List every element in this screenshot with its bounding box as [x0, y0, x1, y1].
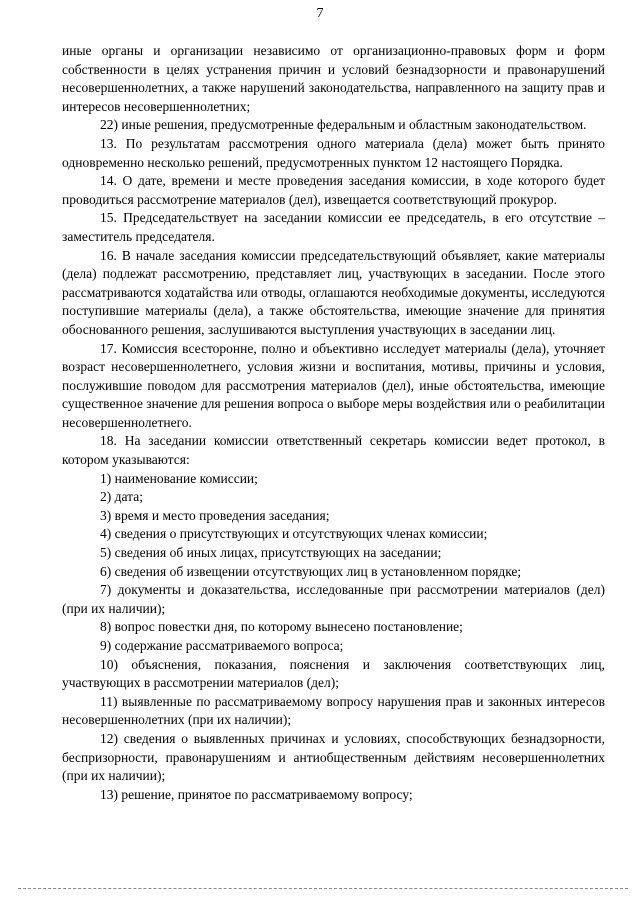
paragraph: 18. На заседании комиссии ответственный секретарь комиссии ведет протокол, в котором указываются:: [62, 433, 605, 468]
paragraph: 16. В начале заседания комиссии председательствующий объявляет, какие материалы (дела) подлежат рассмотрению, представляет лиц, участвующих в заседании. После этого рассматриваются ходатайства или отводы, оглашаются необходимые документы, исследуются поступившие материалы (дела), а также обстоятельства, имеющие значение для принятия обоснованного решения, заслушиваются выступления участвующих в заседании лиц.: [62, 247, 605, 337]
paragraph: 13) решение, принятое по рассматриваемому вопросу;: [100, 786, 413, 802]
page-number: 7: [316, 6, 324, 21]
paragraph: 3) время и место проведения заседания;: [100, 507, 330, 523]
paragraph: 13. По результатам рассмотрения одного материала (дела) может быть принято одновременно несколько решений, предусмотренных пунктом 12 настоящего Порядка.: [62, 135, 605, 170]
paragraph: 22) иные решения, предусмотренные федеральным и областным законодательством.: [100, 117, 587, 133]
document-body: [62, 42, 605, 804]
paragraph: 14. О дате, времени и месте проведения заседания комиссии, в ходе которого будет проводиться рассмотрение материалов (дел), извещается соответствующий прокурор.: [62, 173, 605, 207]
paragraph: 17. Комиссия всесторонне, полно и объективно исследует материалы (дела), уточняет возраст несовершеннолетнего, условия жизни и воспитания, мотивы, причины и условия, послужившие поводом для рассмотрения материалов (дел), иные обстоятельства, имеющие существенное значение для решения вопроса о выборе меры воздействия или о реабилитации несовершеннолетнего.: [62, 340, 605, 430]
paragraph: 2) дата;: [100, 489, 143, 505]
paragraph: 5) сведения об иных лицах, присутствующих на заседании;: [100, 545, 442, 561]
paragraph: 12) сведения о выявленных причинах и условиях, способствующих безнадзорности, беспризорности, правонарушениям и антиобщественным действиям несовершеннолетних (при их наличии);: [62, 730, 605, 784]
page-bottom-divider: [18, 888, 628, 889]
paragraph: 1) наименование комиссии;: [100, 470, 258, 486]
paragraph: 7) документы и доказательства, исследованные при рассмотрении материалов (дел) (при их наличии);: [62, 582, 605, 616]
paragraph: 10) объяснения, показания, пояснения и заключения соответствующих лиц, участвующих в рассмотрении материалов (дел);: [62, 656, 605, 691]
paragraph: 9) содержание рассматриваемого вопроса;: [100, 638, 344, 653]
paragraph: 8) вопрос повестки дня, по которому вынесено постановление;: [100, 619, 463, 635]
paragraph: 4) сведения о присутствующих и отсутствующих членах комиссии;: [100, 526, 488, 542]
paragraph: 15. Председательствует на заседании комиссии ее председатель, в его отсутствие – заместитель председателя.: [62, 210, 605, 244]
paragraph: 6) сведения об извещении отсутствующих лиц в установленном порядке;: [100, 563, 522, 579]
paragraph: иные органы и организации независимо от организационно-правовых форм и форм собственности в целях устранения причин и условий безнадзорности и правонарушений несовершеннолетних, а также нарушений законодательства, направленного на защиту прав и интересов несовершеннолетних;: [62, 43, 605, 114]
paragraph: 11) выявленные по рассматриваемому вопросу нарушения прав и законных интересов несовершеннолетних (при их наличии);: [62, 693, 605, 728]
